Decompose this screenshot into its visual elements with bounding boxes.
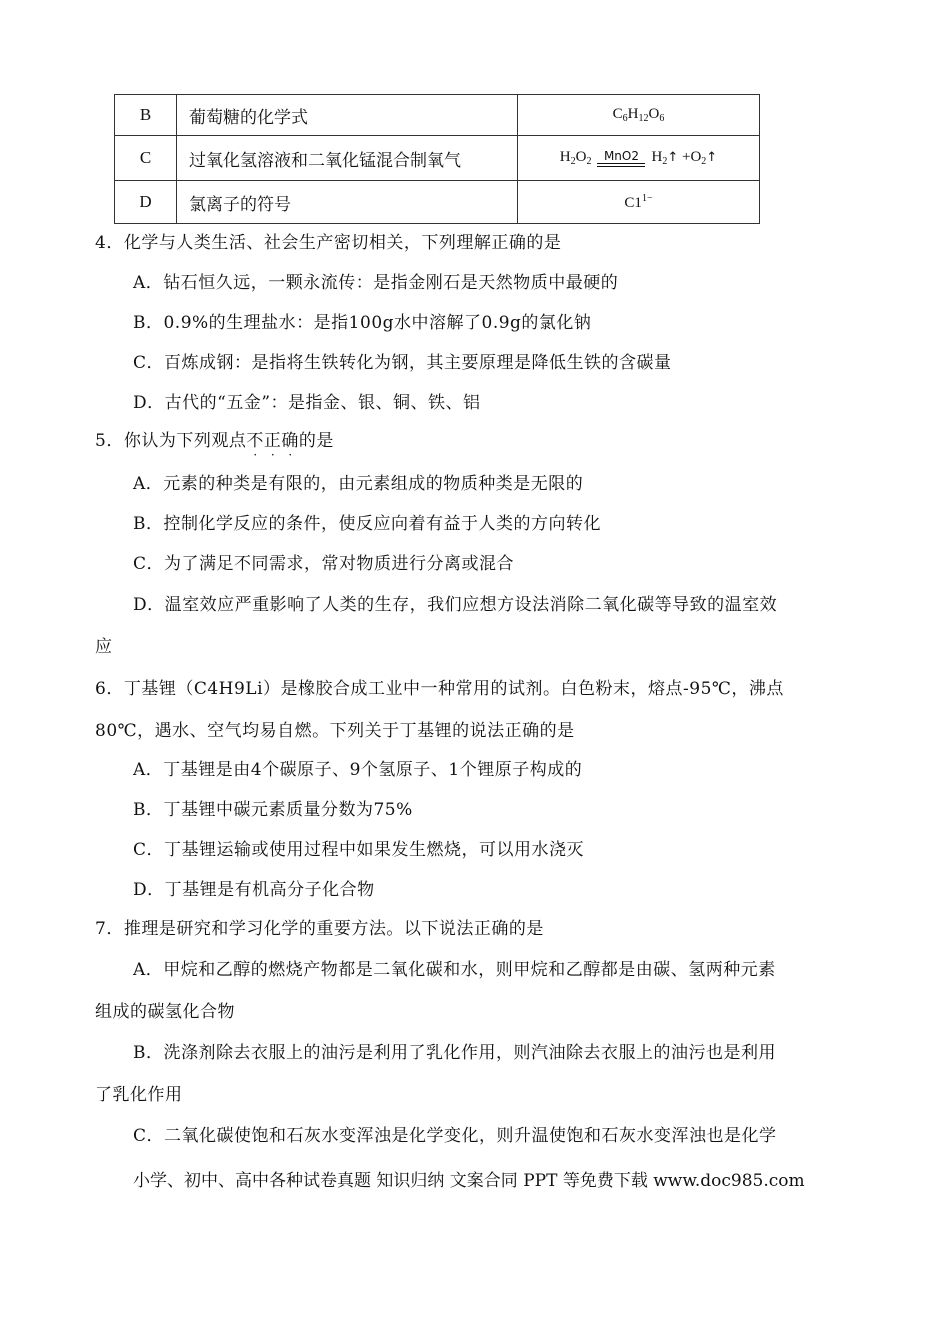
question-6-option-c: C．丁基锂运输或使用过程中如果发生燃烧，可以用水浇灭 — [133, 840, 585, 860]
question-6-option-a: A．丁基锂是由4个碳原子、9个氢原子、1个锂原子构成的 — [133, 760, 583, 780]
oxygen-equation: $H_2O_2$ MnO2 $H_2↑$ $+O_2↑$ — [518, 136, 760, 181]
question-5-option-d-continued: 应 — [95, 637, 113, 657]
page-footer: 小学、初中、高中各种试卷真题 知识归纳 文案合同 PPT 等免费下载 www.doc985.com — [133, 1171, 805, 1191]
table-row — [115, 181, 760, 224]
emphasis-dotted-word: 不 · — [246, 431, 264, 462]
question-7-option-c: C．二氧化碳使饱和石灰水变浑浊是化学变化，则升温使饱和石灰水变浑浊也是化学 — [133, 1126, 777, 1146]
question-5-option-c: C．为了满足不同需求，常对物质进行分离或混合 — [133, 554, 515, 574]
row-letter: C — [115, 136, 177, 181]
glucose-formula: $C_6H_{12}O_6$ — [518, 95, 760, 136]
question-6-option-b: B．丁基锂中碳元素质量分数为75% — [133, 800, 413, 820]
options-table — [114, 94, 760, 224]
question-5-option-d: D．温室效应严重影响了人类的生存，我们应想方设法消除二氧化碳等导致的温室效 — [133, 595, 778, 615]
question-6-stem-line-1: 6．丁基锂（C4H9Li）是橡胶合成工业中一种常用的试剂。白色粉末，熔点-95℃，沸点 — [95, 679, 784, 699]
question-5-option-b: B．控制化学反应的条件，使反应向着有益于人类的方向转化 — [133, 514, 601, 534]
table-row — [115, 136, 760, 181]
question-6-option-d: D．丁基锂是有机高分子化合物 — [133, 880, 375, 900]
catalyst-condition: MnO2 — [597, 150, 645, 167]
question-7-stem: 7．推理是研究和学习化学的重要方法。以下说法正确的是 — [95, 919, 544, 939]
row-description: 过氧化氢溶液和二氧化锰混合制氧气 — [177, 136, 518, 181]
row-description: 氯离子的符号 — [177, 181, 518, 224]
question-7-option-b: B．洗涤剂除去衣服上的油污是利用了乳化作用，则汽油除去衣服上的油污也是利用 — [133, 1043, 776, 1063]
gas-arrow-icon: ↑ — [667, 150, 679, 165]
chloride-symbol: $C1^{1-}$ — [518, 181, 760, 224]
gas-arrow-icon: ↑ — [706, 150, 718, 165]
row-description: 葡萄糖的化学式 — [177, 95, 518, 136]
question-4-option-a: A．钻石恒久远，一颗永流传：是指金刚石是天然物质中最硬的 — [133, 273, 619, 293]
question-5-option-a: A．元素的种类是有限的，由元素组成的物质种类是无限的 — [133, 474, 584, 494]
question-7-option-b-continued: 了乳化作用 — [95, 1085, 183, 1105]
question-7-option-a: A．甲烷和乙醇的燃烧产物都是二氧化碳和水，则甲烷和乙醇都是由碳、氢两种元素 — [133, 960, 776, 980]
table-row — [115, 95, 760, 136]
question-4-stem: 4．化学与人类生活、社会生产密切相关，下列理解正确的是 — [95, 233, 562, 253]
question-5-stem: 5．你认为下列观点不 · 正 · 确 · 的是 — [95, 431, 334, 462]
row-letter: D — [115, 181, 177, 224]
question-4-option-d: D．古代的“五金”：是指金、银、铜、铁、铝 — [133, 393, 481, 413]
question-6-stem-line-2: 80℃，遇水、空气均易自燃。下列关于丁基锂的说法正确的是 — [95, 721, 575, 741]
row-letter: B — [115, 95, 177, 136]
question-7-option-a-continued: 组成的碳氢化合物 — [95, 1002, 235, 1022]
question-4-option-b: B．0.9%的生理盐水：是指100g水中溶解了0.9g的氯化钠 — [133, 313, 592, 333]
question-4-option-c: C．百炼成钢：是指将生铁转化为钢，其主要原理是降低生铁的含碳量 — [133, 353, 672, 373]
